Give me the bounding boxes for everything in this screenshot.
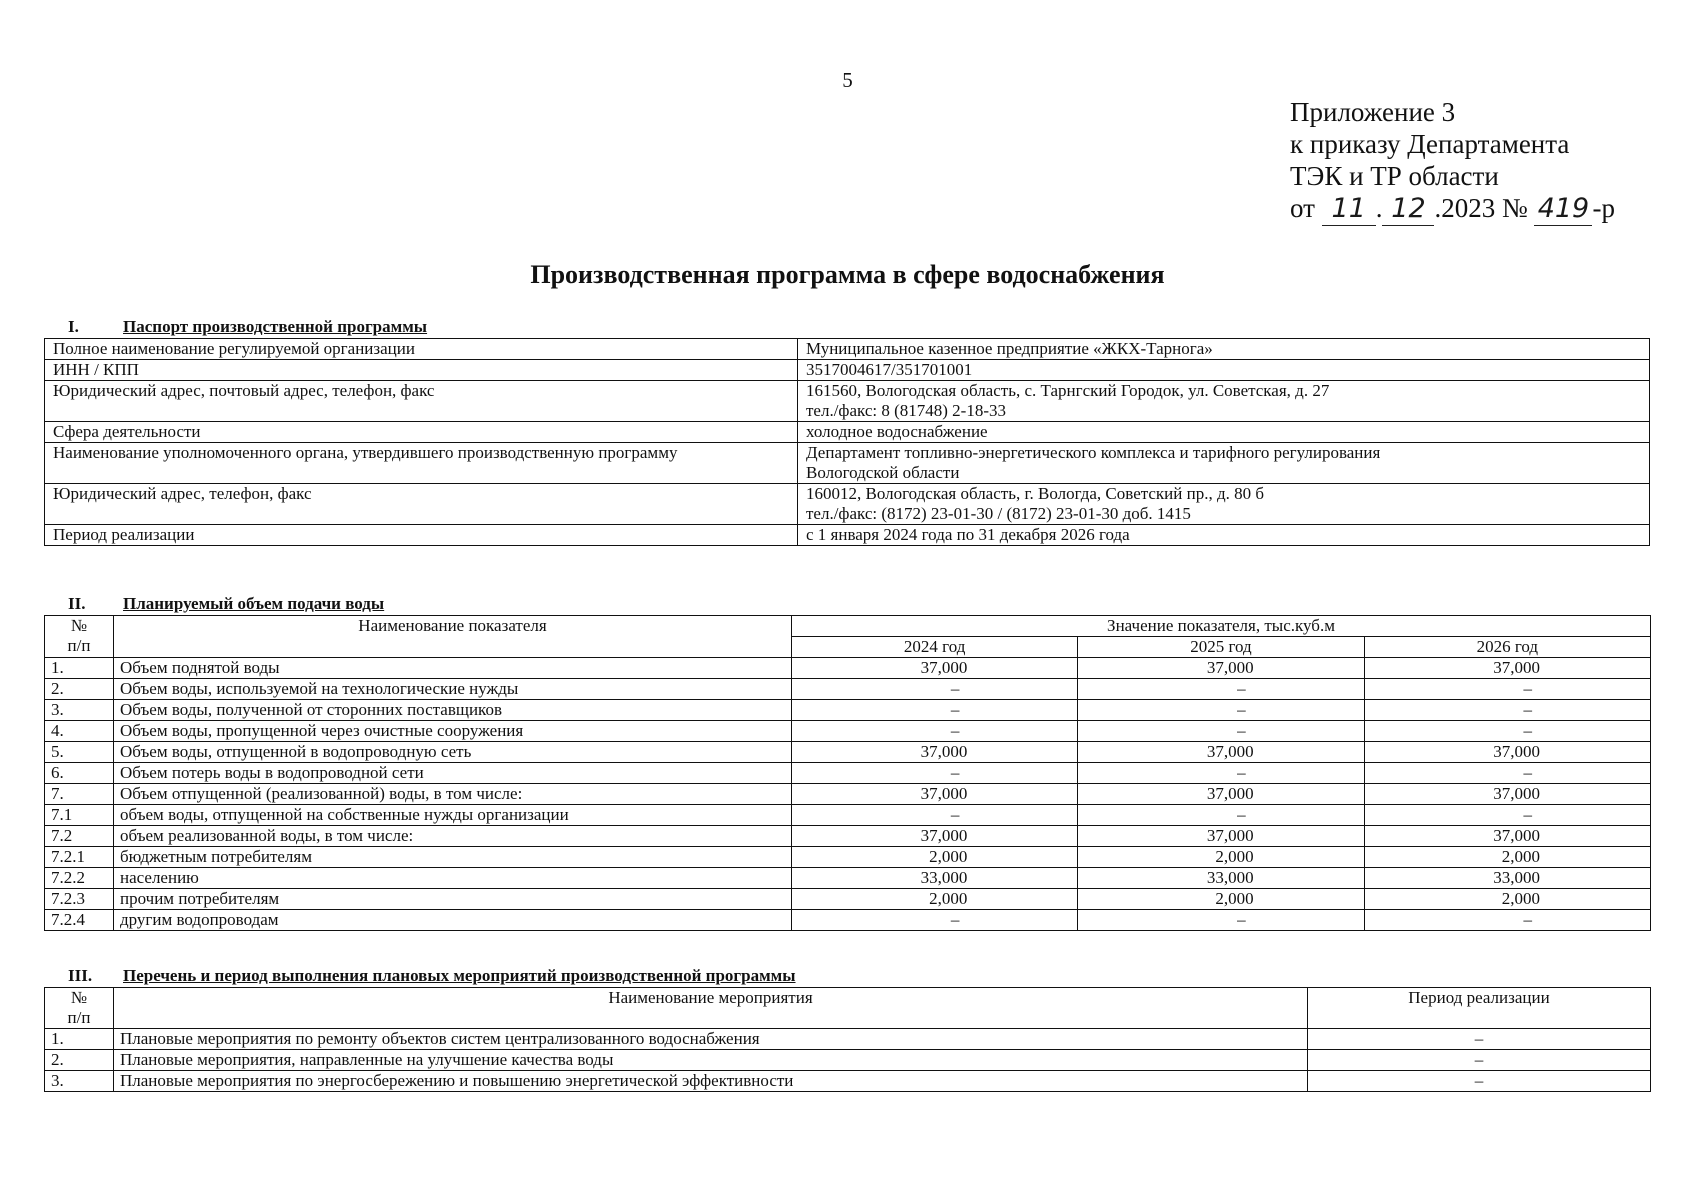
table-row bbox=[45, 1029, 1651, 1050]
row-number: 7. bbox=[45, 784, 114, 805]
row-number: 2. bbox=[45, 679, 114, 700]
row-number: 7.2 bbox=[45, 826, 114, 847]
order-suffix: -р bbox=[1592, 193, 1615, 223]
passport-value-line-1: 161560, Вологодская область, с. Тарнгский Городок, ул. Советская, д. 27 bbox=[806, 381, 1330, 400]
measures-table bbox=[44, 987, 1651, 1092]
row-value-2025: 37,000 bbox=[1078, 742, 1364, 763]
passport-value-line-1: Муниципальное казенное предприятие «ЖКХ-Тарнога» bbox=[806, 339, 1213, 358]
document-title: Производственная программа в сфере водоснабжения bbox=[530, 260, 1165, 289]
table-row bbox=[45, 763, 1651, 784]
passport-value-line-1: 3517004617/351701001 bbox=[806, 360, 973, 379]
row-value-2026: – bbox=[1364, 721, 1650, 742]
water-volume-table bbox=[44, 615, 1651, 931]
section-2-number: II. bbox=[68, 594, 86, 613]
row-period: – bbox=[1308, 1071, 1651, 1092]
col-header-value: Значение показателя, тыс.куб.м bbox=[792, 616, 1651, 637]
passport-table bbox=[44, 338, 1650, 546]
table-row bbox=[45, 679, 1651, 700]
col-header-measure: Наименование мероприятия bbox=[114, 988, 1308, 1029]
row-value-2024: 37,000 bbox=[792, 658, 1078, 679]
table-row bbox=[45, 889, 1651, 910]
row-indicator-name: Объем потерь воды в водопроводной сети bbox=[114, 763, 792, 784]
row-value-2025: – bbox=[1078, 805, 1364, 826]
row-value-2025: – bbox=[1078, 763, 1364, 784]
appendix-line-2: к приказу Департамента bbox=[1290, 129, 1570, 159]
row-number: 6. bbox=[45, 763, 114, 784]
row-value-2025: – bbox=[1078, 910, 1364, 931]
passport-row bbox=[45, 360, 1650, 381]
order-number: 419 bbox=[1534, 193, 1592, 226]
row-value-2024: 2,000 bbox=[792, 889, 1078, 910]
row-value-2024: – bbox=[792, 679, 1078, 700]
row-indicator-name: объем воды, отпущенной на собственные нужды организации bbox=[114, 805, 792, 826]
row-number: 7.2.1 bbox=[45, 847, 114, 868]
col-header-number: № п/п bbox=[45, 988, 114, 1029]
row-indicator-name: населению bbox=[114, 868, 792, 889]
row-indicator-name: Объем воды, пропущенной через очистные сооружения bbox=[114, 721, 792, 742]
passport-value bbox=[798, 525, 1650, 546]
passport-key: ИНН / КПП bbox=[45, 360, 798, 381]
col-header-year-2024: 2024 год bbox=[792, 637, 1078, 658]
section-3-heading bbox=[68, 966, 796, 986]
passport-row bbox=[45, 443, 1650, 484]
row-number: 3. bbox=[45, 700, 114, 721]
row-value-2025: 37,000 bbox=[1078, 658, 1364, 679]
row-value-2024: 37,000 bbox=[792, 742, 1078, 763]
row-indicator-name: Объем воды, полученной от сторонних поставщиков bbox=[114, 700, 792, 721]
passport-key: Сфера деятельности bbox=[45, 422, 798, 443]
row-value-2025: 2,000 bbox=[1078, 889, 1364, 910]
passport-value-line-1: с 1 января 2024 года по 31 декабря 2026 года bbox=[806, 525, 1130, 544]
row-number: 4. bbox=[45, 721, 114, 742]
passport-row bbox=[45, 422, 1650, 443]
date-month: 12 bbox=[1382, 193, 1434, 226]
col-header-number: № п/п bbox=[45, 616, 114, 658]
row-value-2026: 33,000 bbox=[1364, 868, 1650, 889]
passport-value-line-1: Департамент топливно-энергетического комплекса и тарифного регулирования bbox=[806, 443, 1381, 462]
row-indicator-name: прочим потребителям bbox=[114, 889, 792, 910]
section-1-heading bbox=[68, 317, 427, 337]
row-value-2026: – bbox=[1364, 679, 1650, 700]
table-row bbox=[45, 847, 1651, 868]
row-value-2026: – bbox=[1364, 910, 1650, 931]
page-number: 5 bbox=[842, 68, 853, 92]
passport-row bbox=[45, 525, 1650, 546]
passport-value-line-1: 160012, Вологодская область, г. Вологда, Советский пр., д. 80 б bbox=[806, 484, 1265, 503]
row-number: 1. bbox=[45, 658, 114, 679]
row-value-2025: – bbox=[1078, 679, 1364, 700]
row-value-2024: – bbox=[792, 721, 1078, 742]
row-value-2024: – bbox=[792, 910, 1078, 931]
passport-key: Юридический адрес, почтовый адрес, телефон, факс bbox=[45, 381, 798, 422]
passport-value bbox=[798, 360, 1650, 381]
passport-value bbox=[798, 443, 1650, 484]
passport-value bbox=[798, 422, 1650, 443]
section-3-title: Перечень и период выполнения плановых мероприятий производственной программы bbox=[123, 966, 796, 985]
passport-value-line-2: тел./факс: (8172) 23-01-30 / (8172) 23-01-30 доб. 1415 bbox=[806, 504, 1191, 523]
table-row bbox=[45, 1050, 1651, 1071]
row-number: 7.2.3 bbox=[45, 889, 114, 910]
section-2-title: Планируемый объем подачи воды bbox=[123, 594, 385, 613]
row-indicator-name: бюджетным потребителям bbox=[114, 847, 792, 868]
passport-key: Юридический адрес, телефон, факс bbox=[45, 484, 798, 525]
row-measure-name: Плановые мероприятия по энергосбережению и повышению энергетической эффективности bbox=[114, 1071, 1308, 1092]
passport-value bbox=[798, 339, 1650, 360]
row-value-2024: – bbox=[792, 805, 1078, 826]
row-number: 3. bbox=[45, 1071, 114, 1092]
table-row bbox=[45, 826, 1651, 847]
row-value-2025: – bbox=[1078, 700, 1364, 721]
row-value-2024: – bbox=[792, 700, 1078, 721]
row-number: 7.2.4 bbox=[45, 910, 114, 931]
table-row bbox=[45, 658, 1651, 679]
passport-value-line-2: тел./факс: 8 (81748) 2-18-33 bbox=[806, 401, 1006, 420]
row-value-2026: 2,000 bbox=[1364, 889, 1650, 910]
row-measure-name: Плановые мероприятия по ремонту объектов систем централизованного водоснабжения bbox=[114, 1029, 1308, 1050]
row-value-2026: – bbox=[1364, 763, 1650, 784]
row-indicator-name: Объем воды, используемой на технологические нужды bbox=[114, 679, 792, 700]
row-value-2024: 2,000 bbox=[792, 847, 1078, 868]
appendix-date-line: от 11 . 12 .2023 № 419 -р bbox=[1290, 193, 1615, 224]
passport-key: Полное наименование регулируемой организации bbox=[45, 339, 798, 360]
row-indicator-name: Объем поднятой воды bbox=[114, 658, 792, 679]
section-2-heading bbox=[68, 594, 384, 614]
row-value-2026: 37,000 bbox=[1364, 742, 1650, 763]
date-day: 11 bbox=[1322, 193, 1376, 226]
row-indicator-name: Объем воды, отпущенной в водопроводную сеть bbox=[114, 742, 792, 763]
row-value-2024: – bbox=[792, 763, 1078, 784]
table-row bbox=[45, 742, 1651, 763]
passport-value-line-2: Вологодской области bbox=[806, 463, 960, 482]
row-indicator-name: Объем отпущенной (реализованной) воды, в том числе: bbox=[114, 784, 792, 805]
table-row bbox=[45, 700, 1651, 721]
table-row bbox=[45, 805, 1651, 826]
appendix-line-3: ТЭК и ТР области bbox=[1290, 161, 1499, 191]
col-header-indicator: Наименование показателя bbox=[114, 616, 792, 658]
row-measure-name: Плановые мероприятия, направленные на улучшение качества воды bbox=[114, 1050, 1308, 1071]
row-value-2026: 2,000 bbox=[1364, 847, 1650, 868]
table-row bbox=[45, 910, 1651, 931]
section-1-title: Паспорт производственной программы bbox=[123, 317, 428, 336]
row-period: – bbox=[1308, 1029, 1651, 1050]
passport-value bbox=[798, 484, 1650, 525]
row-value-2024: 37,000 bbox=[792, 826, 1078, 847]
appendix-block bbox=[1290, 96, 1615, 226]
row-value-2025: 2,000 bbox=[1078, 847, 1364, 868]
row-value-2025: 37,000 bbox=[1078, 826, 1364, 847]
row-value-2025: 37,000 bbox=[1078, 784, 1364, 805]
row-indicator-name: объем реализованной воды, в том числе: bbox=[114, 826, 792, 847]
table-row bbox=[45, 784, 1651, 805]
table-row bbox=[45, 721, 1651, 742]
row-value-2026: – bbox=[1364, 700, 1650, 721]
table-row bbox=[45, 1071, 1651, 1092]
col-header-period: Период реализации bbox=[1308, 988, 1651, 1029]
row-value-2024: 33,000 bbox=[792, 868, 1078, 889]
passport-value bbox=[798, 381, 1650, 422]
section-3-number: III. bbox=[68, 966, 93, 985]
row-value-2025: 33,000 bbox=[1078, 868, 1364, 889]
row-period: – bbox=[1308, 1050, 1651, 1071]
section-1-number: I. bbox=[68, 317, 79, 336]
date-year: .2023 № bbox=[1434, 193, 1528, 223]
date-prefix: от bbox=[1290, 193, 1315, 223]
passport-key: Наименование уполномоченного органа, утвердившего производственную программу bbox=[45, 443, 798, 484]
col-header-year-2025: 2025 год bbox=[1078, 637, 1364, 658]
row-number: 7.2.2 bbox=[45, 868, 114, 889]
passport-row bbox=[45, 484, 1650, 525]
row-value-2025: – bbox=[1078, 721, 1364, 742]
row-value-2024: 37,000 bbox=[792, 784, 1078, 805]
passport-row bbox=[45, 381, 1650, 422]
row-indicator-name: другим водопроводам bbox=[114, 910, 792, 931]
row-number: 1. bbox=[45, 1029, 114, 1050]
row-number: 2. bbox=[45, 1050, 114, 1071]
row-value-2026: 37,000 bbox=[1364, 826, 1650, 847]
appendix-line-1: Приложение 3 bbox=[1290, 97, 1456, 127]
row-number: 5. bbox=[45, 742, 114, 763]
passport-row bbox=[45, 339, 1650, 360]
passport-value-line-1: холодное водоснабжение bbox=[806, 422, 988, 441]
col-header-year-2026: 2026 год bbox=[1364, 637, 1650, 658]
row-number: 7.1 bbox=[45, 805, 114, 826]
table-row bbox=[45, 868, 1651, 889]
row-value-2026: – bbox=[1364, 805, 1650, 826]
row-value-2026: 37,000 bbox=[1364, 658, 1650, 679]
row-value-2026: 37,000 bbox=[1364, 784, 1650, 805]
passport-key: Период реализации bbox=[45, 525, 798, 546]
